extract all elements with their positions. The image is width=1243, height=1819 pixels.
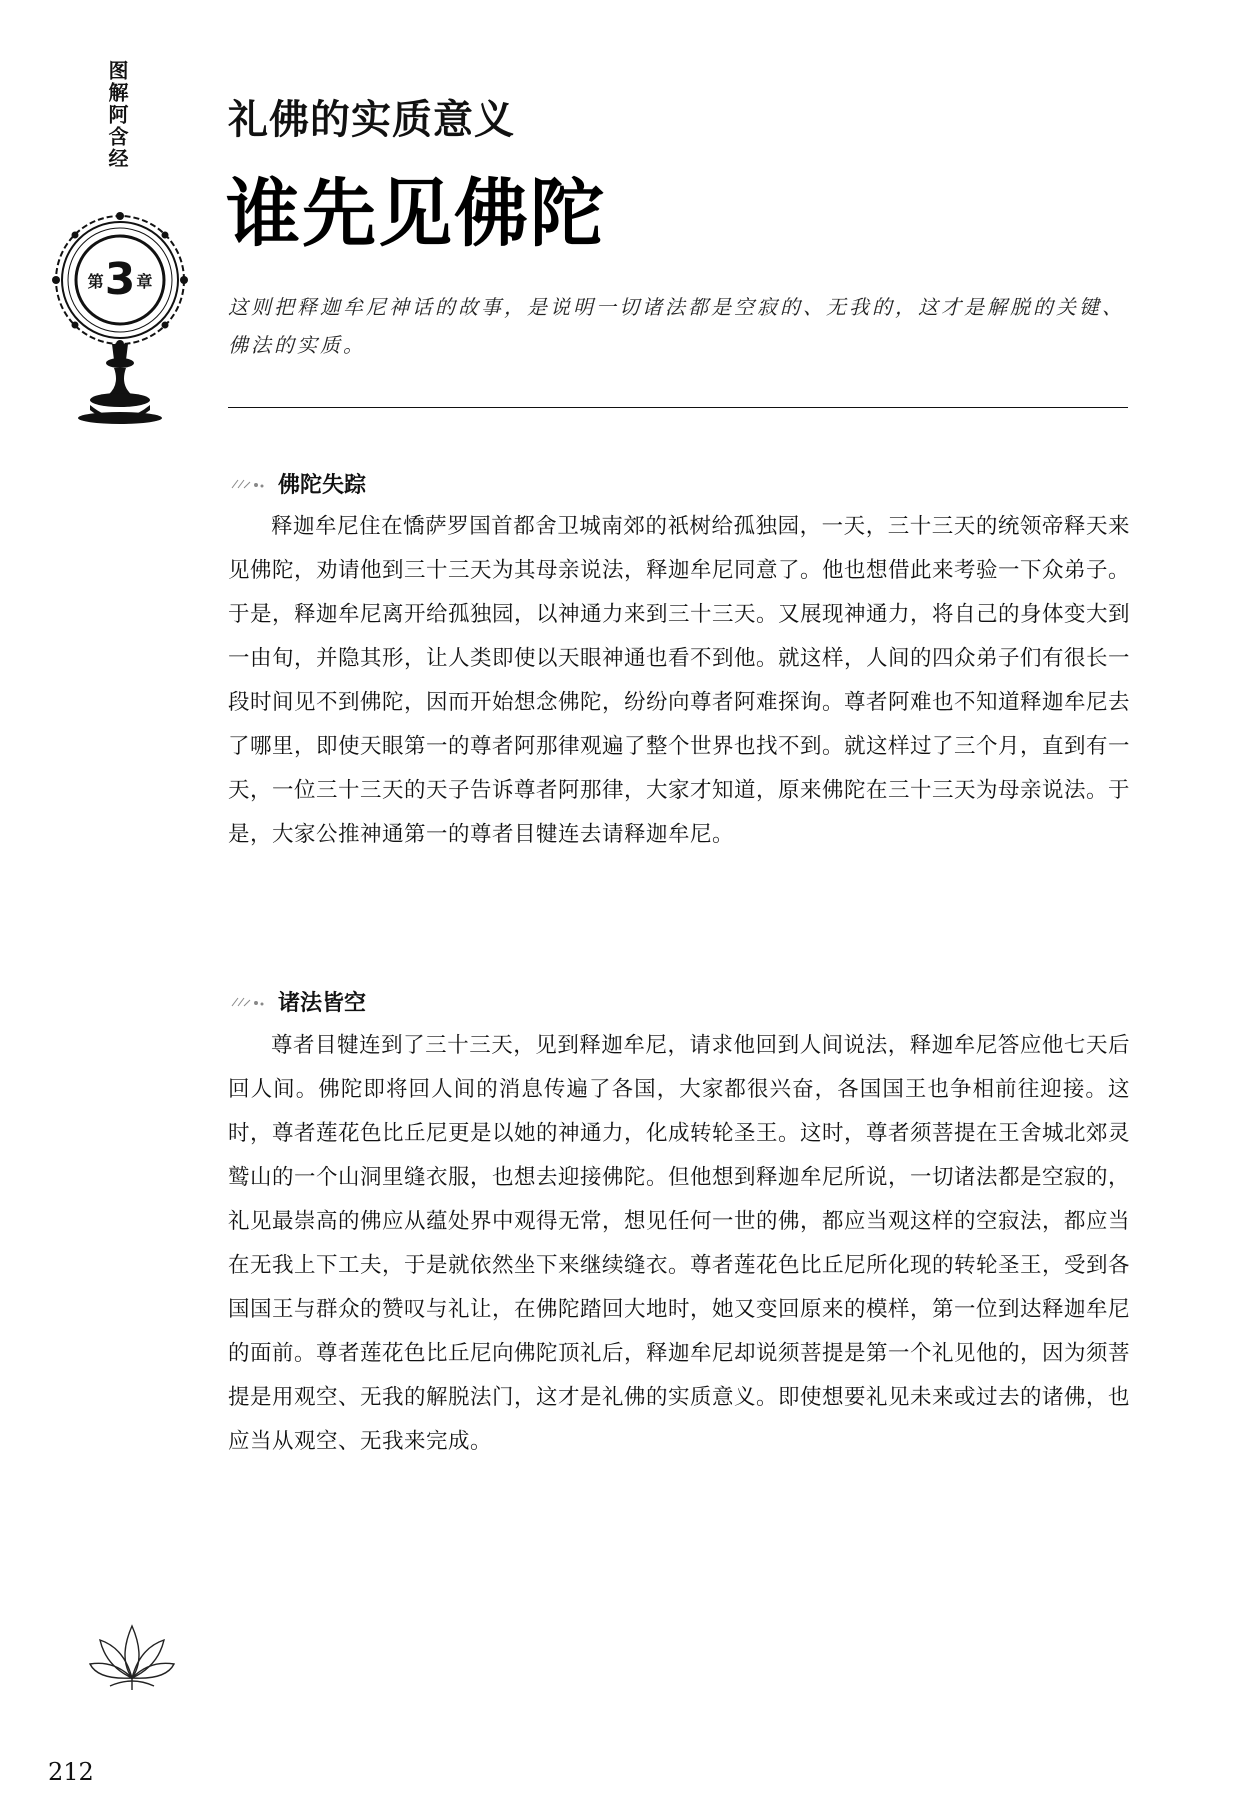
section-heading-text: 佛陀失踪 [278,473,367,498]
section-mark-icon [228,994,268,1010]
section-heading [228,468,366,499]
lotus-icon [88,1618,176,1692]
chapter-prefix: 第 [87,271,104,291]
chapter-number: 3 [104,254,136,305]
chapter-summary: 这则把释迦牟尼神话的故事，是说明一切诸法都是空寂的、无我的，这才是解脱的关键、佛法的实质。 [228,295,1125,357]
page-title: 谁先见佛陀 [226,171,606,257]
series-title: 图解阿含经 [105,60,129,170]
page-subtitle: 礼佛的实质意义 [228,96,515,143]
section-heading-text: 诸法皆空 [278,991,367,1016]
page-number: 212 [48,1758,94,1786]
chapter-medallion-icon [50,210,190,435]
section-mark-icon [228,476,268,492]
section-paragraph: 释迦牟尼住在憍萨罗国首都舍卫城南郊的祇树给孤独园，一天，三十三天的统领帝释天来见佛陀，劝请他到三十三天为其母亲说法，释迦牟尼同意了。他也想借此来考验一下众弟子。于是，释迦牟尼离开给孤独园，以神通力来到三十三天。又展现神通力，将自己的身体变大到一由旬，并隐其形，让人类即使以天眼神通也看不到他。就这样，人间的四众弟子们有很长一段时间见不到佛陀，因而开始想念佛陀，纷纷向尊者阿难探询。尊者阿难也不知道释迦牟尼去了哪里，即使天眼第一的尊者阿那律观遍了整个世界也找不到。就这样过了三个月，直到有一天，一位三十三天的天子告诉尊者阿那律，大家才知道，原来佛陀在三十三天为母亲说法。于是，大家公推神通第一的尊者目犍连去请释迦牟尼。 [228,514,1131,847]
divider [228,407,1128,408]
chapter-suffix: 章 [136,271,153,291]
chapter-badge [78,252,162,308]
section-heading [228,986,366,1017]
section-paragraph: 尊者目犍连到了三十三天，见到释迦牟尼，请求他回到人间说法，释迦牟尼答应他七天后回人间。佛陀即将回人间的消息传遍了各国，大家都很兴奋，各国国王也争相前往迎接。这时，尊者莲花色比丘尼更是以她的神通力，化成转轮圣王。这时，尊者须菩提在王舍城北郊灵鹫山的一个山洞里缝衣服，也想去迎接佛陀。但他想到释迦牟尼所说，一切诸法都是空寂的，礼见最崇高的佛应从蕴处界中观得无常，想见任何一世的佛，都应当观这样的空寂法，都应当在无我上下工夫，于是就依然坐下来继续缝衣。尊者莲花色比丘尼所化现的转轮圣王，受到各国国王与群众的赞叹与礼让，在佛陀踏回大地时，她又变回原来的模样，第一位到达释迦牟尼的面前。尊者莲花色比丘尼向佛陀顶礼后，释迦牟尼却说须菩提是第一个礼见他的，因为须菩提是用观空、无我的解脱法门，这才是礼佛的实质意义。即使想要礼见未来或过去的诸佛，也应当从观空、无我来完成。 [228,1033,1131,1454]
